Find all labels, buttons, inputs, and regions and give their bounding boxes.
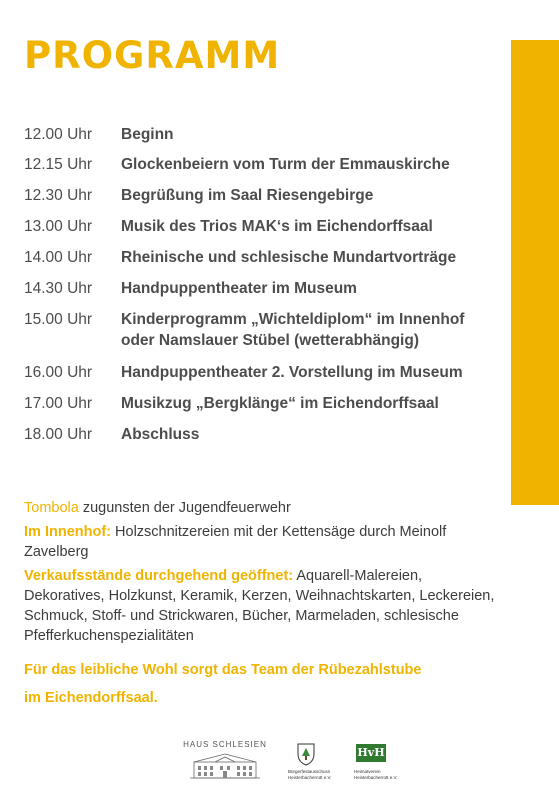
schedule-time: 12.15 Uhr — [24, 156, 93, 173]
schedule-row — [24, 124, 174, 145]
building-icon — [180, 740, 270, 785]
bv-label-2: Heisterbacherrott e.V. — [288, 775, 332, 780]
bv-label-1: Bürgerfestausschuss — [288, 769, 331, 774]
food-line-2: im Eichendorffsaal. — [24, 690, 158, 706]
schedule-row — [24, 424, 199, 445]
haus-schlesien-label: HAUS SCHLESIEN — [183, 740, 267, 749]
innenhof-text: Holzschnitzereien mit der Kettensäge durch Meinolf Zavelberg — [24, 524, 447, 560]
food-line-1: Für das leibliche Wohl sorgt das Team der Rübezahlstube — [24, 662, 422, 678]
schedule-event: Handpuppentheater 2. Vorstellung im Museum — [121, 364, 463, 381]
schedule-event-line: oder Namslauer Stübel (wetterabhängig) — [121, 332, 419, 349]
schedule-event-line: Kinderprogramm „Wichteldiplom“ im Innenhof — [121, 311, 465, 328]
schedule-event: Begrüßung im Saal Riesengebirge — [121, 187, 374, 204]
schedule-time: 16.00 Uhr — [24, 364, 93, 381]
stands-text: Aquarell-Malereien, Dekoratives, Holzkunst, Keramik, Kerzen, Weihnachtskarten, Leckereien, Schmuck, Stoff- und Strickwaren, Bücher, Marmeladen, schlesische Pfefferkuchenspezialitäten — [24, 568, 495, 644]
schedule-time: 17.00 Uhr — [24, 395, 93, 412]
tombola-text: zugunsten der Jugendfeuerwehr — [78, 500, 291, 516]
haus-schlesien-logo — [180, 740, 270, 785]
schedule-row — [24, 362, 463, 383]
schedule-time: 15.00 Uhr — [24, 311, 93, 328]
schedule-time: 12.00 Uhr — [24, 126, 93, 143]
schedule-event: Glockenbeiern vom Turm der Emmauskirche — [121, 156, 450, 173]
hvh-mark: HvH — [356, 744, 386, 762]
schedule-event: Rheinische und schlesische Mundartvorträge — [121, 249, 457, 266]
schedule-event — [121, 309, 464, 351]
schedule-row — [24, 185, 373, 206]
hvh-label-2: Heisterbacherrott e.V. — [354, 775, 398, 780]
accent-bar — [511, 40, 559, 505]
schedule-row — [24, 309, 464, 351]
schedule-row — [24, 393, 439, 414]
schedule-time: 18.00 Uhr — [24, 426, 93, 443]
buergerfestausschuss-logo — [288, 740, 344, 785]
schedule-event: Musikzug „Bergklänge“ im Eichendorffsaal — [121, 395, 439, 412]
schedule-row — [24, 247, 456, 268]
stands-label: Verkaufsstände durchgehend geöffnet: — [24, 568, 294, 584]
schedule-event: Beginn — [121, 126, 174, 143]
schedule-row — [24, 154, 450, 175]
innenhof-paragraph — [24, 522, 504, 562]
schedule-event: Abschluss — [121, 426, 200, 443]
schedule-time: 14.30 Uhr — [24, 280, 93, 297]
stands-paragraph — [24, 566, 504, 646]
page-title: PROGRAMM — [24, 34, 281, 77]
tombola-paragraph — [24, 498, 504, 518]
innenhof-label: Im Innenhof: — [24, 524, 111, 540]
info-section — [24, 498, 504, 650]
schedule-row — [24, 216, 433, 237]
schedule-row — [24, 278, 357, 299]
schedule-time: 14.00 Uhr — [24, 249, 93, 266]
schedule-event: Musik des Trios MAK‘s im Eichendorffsaal — [121, 218, 433, 235]
schedule-time: 13.00 Uhr — [24, 218, 93, 235]
logo-row — [180, 740, 414, 785]
heimatverein-logo — [354, 740, 414, 785]
schedule-event: Handpuppentheater im Museum — [121, 280, 357, 297]
schedule-time: 12.30 Uhr — [24, 187, 93, 204]
tombola-label: Tombola — [24, 500, 79, 516]
hvh-label-1: Heimatverein — [354, 769, 381, 774]
shield-icon — [296, 742, 316, 766]
